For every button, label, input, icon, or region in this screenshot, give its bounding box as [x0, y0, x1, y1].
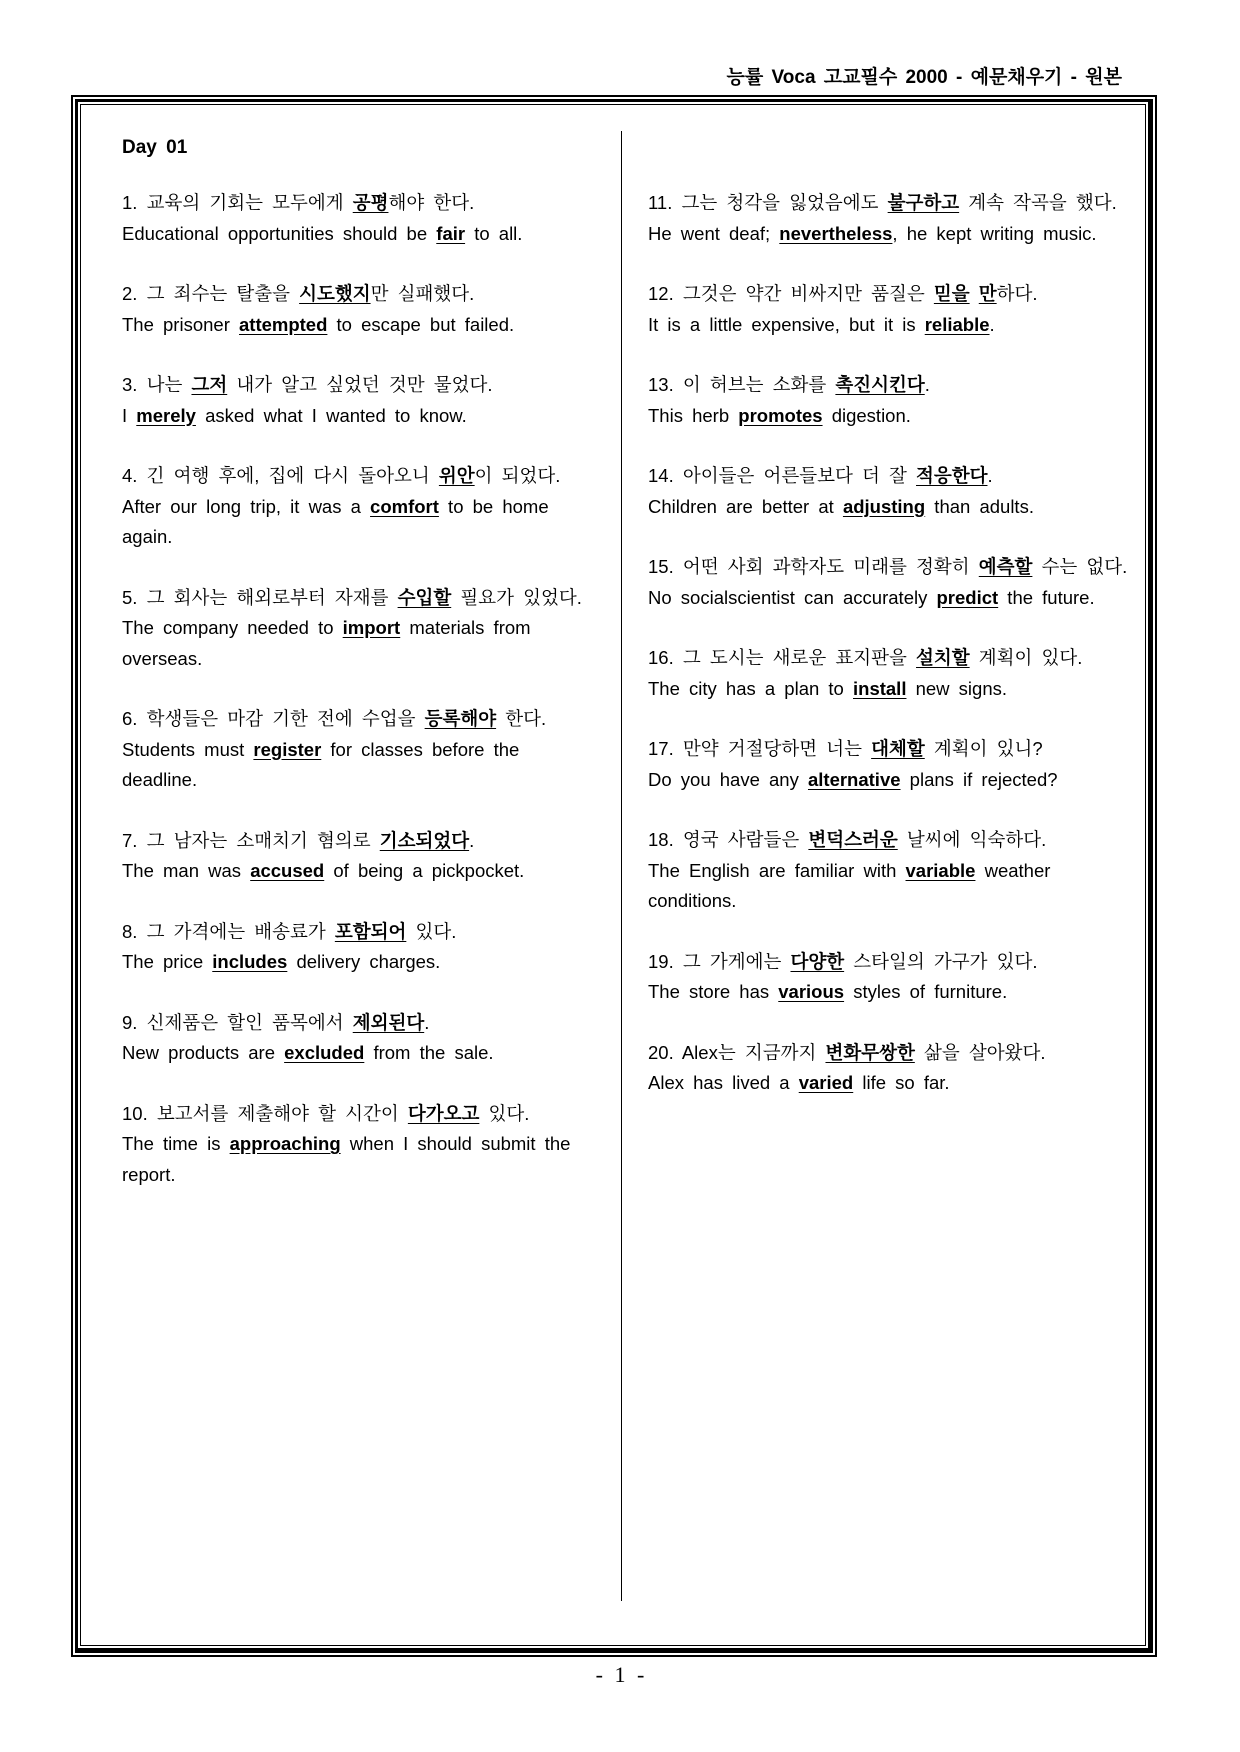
target-word-english: variable: [905, 859, 976, 881]
korean-sentence: [122, 188, 602, 219]
sentence-text: 그 가격에는 배송료가: [146, 920, 335, 942]
sentence-text: , he kept writing music.: [892, 222, 1097, 244]
item-number: 19.: [648, 950, 674, 972]
target-word-korean: 수입할: [397, 586, 452, 608]
english-sentence: [122, 1038, 602, 1069]
target-word-korean: 그저: [191, 374, 228, 395]
korean-sentence: [648, 279, 1138, 310]
item-number: 7.: [122, 829, 138, 851]
right-column: [648, 188, 1138, 1129]
sentence-text: Alex는 지금까지: [681, 1041, 826, 1063]
target-word-korean: 기소되었다: [379, 829, 470, 851]
korean-sentence: [648, 552, 1138, 583]
item-number: 15.: [648, 556, 674, 577]
sentence-text: 있다.: [479, 1102, 530, 1124]
sentence-text: 스타일의 가구가 있다.: [844, 950, 1038, 972]
sentence-text: 그는 청각을 잃었음에도: [681, 192, 888, 213]
sentence-text: .: [924, 374, 930, 395]
sentence-text: plans if rejected?: [900, 768, 1058, 790]
day-label: Day 01: [122, 137, 188, 158]
example-item: [648, 552, 1138, 613]
sentence-text: to be home again.: [122, 495, 549, 547]
english-sentence: [122, 219, 602, 250]
sentence-text: 신제품은 할인 품목에서: [146, 1011, 353, 1033]
target-word-korean: 제외된다: [352, 1011, 425, 1033]
sentence-text: 영국 사람들은: [682, 829, 809, 850]
target-word-korean: 설치할: [916, 647, 970, 668]
korean-sentence: [122, 279, 602, 310]
korean-sentence: [122, 1008, 602, 1039]
example-item: [648, 279, 1138, 340]
korean-sentence: [122, 370, 602, 401]
example-item: [648, 734, 1138, 795]
sentence-text: the future.: [998, 586, 1095, 608]
sentence-text: 내가 알고 싶었던 것만 물었다.: [227, 374, 493, 395]
korean-sentence: [648, 643, 1138, 674]
sentence-text: 계속 작곡을 했다.: [959, 192, 1117, 213]
item-number: 5.: [122, 586, 138, 608]
target-word-english: register: [253, 738, 322, 760]
sentence-text: 계획이 있니?: [924, 738, 1043, 759]
korean-sentence: [122, 1099, 602, 1130]
sentence-text: .: [424, 1011, 430, 1033]
example-item: [122, 370, 602, 431]
sentence-text: 만약 거절당하면 너는: [682, 738, 872, 759]
target-word-korean: 변화무쌍한: [825, 1041, 915, 1063]
english-sentence: [122, 492, 602, 553]
sentence-text: I: [122, 404, 137, 426]
sentence-text: The price: [122, 951, 213, 972]
sentence-text: He went deaf;: [648, 222, 780, 244]
left-column: [122, 188, 602, 1220]
sentence-text: 그 도시는 새로운 표지판을: [682, 647, 917, 668]
sentence-text: 계획이 있다.: [969, 647, 1083, 668]
example-item: [122, 704, 602, 796]
sentence-text: It is a little expensive, but it is: [648, 313, 925, 335]
korean-sentence: [648, 370, 1138, 401]
item-number: 18.: [648, 829, 674, 850]
sentence-text: This herb: [648, 404, 739, 426]
korean-sentence: [648, 1038, 1138, 1069]
target-word-english: reliable: [924, 313, 990, 335]
sentence-text: The man was: [122, 860, 251, 881]
sentence-text: .: [469, 829, 475, 851]
sentence-text: After our long trip, it was a: [122, 495, 371, 517]
target-word-english: import: [342, 617, 401, 638]
target-word-english: alternative: [807, 768, 901, 790]
item-number: 13.: [648, 374, 674, 395]
sentence-text: Alex has lived a: [648, 1072, 799, 1093]
english-sentence: [122, 1129, 602, 1190]
sentence-text: 한다.: [496, 708, 547, 729]
target-word-korean: 불구하고: [887, 192, 960, 213]
english-sentence: [648, 583, 1138, 614]
korean-sentence: [648, 825, 1138, 856]
example-item: [122, 583, 602, 675]
english-sentence: [648, 1068, 1138, 1099]
sentence-text: 이 허브는 소화를: [682, 374, 836, 395]
target-word-korean: 촉진시킨다: [835, 374, 925, 395]
target-word-korean: 대체할: [871, 738, 925, 759]
english-sentence: [122, 947, 602, 978]
item-number: 3.: [122, 374, 138, 395]
target-word-english: adjusting: [842, 495, 926, 517]
english-sentence: [648, 401, 1138, 432]
sentence-text: [970, 283, 979, 304]
sentence-text: 나는: [146, 374, 192, 395]
item-number: 16.: [648, 647, 674, 668]
column-divider: [621, 131, 622, 1601]
target-word-korean: 공평: [352, 192, 389, 213]
target-word-korean: 포함되어: [334, 920, 407, 942]
english-sentence: [122, 401, 602, 432]
sentence-text: The city has a plan to: [648, 677, 853, 699]
example-item: [122, 461, 602, 553]
english-sentence: [648, 856, 1138, 917]
example-item: [122, 1099, 602, 1191]
example-item: [648, 825, 1138, 917]
target-word-korean: 믿을: [933, 283, 970, 304]
item-number: 11.: [648, 192, 673, 213]
item-number: 10.: [122, 1102, 148, 1124]
sentence-text: 만 실패했다.: [370, 283, 475, 304]
sentence-text: delivery charges.: [287, 951, 441, 972]
sentence-text: 있다.: [406, 920, 457, 942]
english-sentence: [122, 856, 602, 887]
sentence-text: to all.: [465, 222, 523, 244]
sentence-text: life so far.: [853, 1072, 950, 1093]
english-sentence: [648, 674, 1138, 705]
english-sentence: [648, 765, 1138, 796]
sentence-text: 수는 없다.: [1032, 556, 1128, 577]
korean-sentence: [648, 947, 1138, 978]
target-word-english: comfort: [370, 495, 439, 517]
target-word-english: attempted: [239, 313, 328, 335]
sentence-text: 아이들은 어른들보다 더 잘: [682, 465, 917, 486]
sentence-text: 이 되었다.: [474, 465, 561, 486]
sentence-text: of being a pickpocket.: [324, 860, 525, 881]
target-word-english: includes: [212, 951, 288, 972]
item-number: 12.: [648, 283, 674, 304]
korean-sentence: [648, 188, 1138, 219]
sentence-text: The store has: [648, 981, 779, 1002]
english-sentence: [648, 492, 1138, 523]
korean-sentence: [122, 583, 602, 614]
english-sentence: [648, 310, 1138, 341]
sentence-text: 그 남자는 소매치기 혐의로: [146, 829, 380, 851]
example-item: [648, 1038, 1138, 1099]
sentence-text: The time is: [122, 1133, 230, 1154]
sentence-text: 교육의 기회는 모두에게: [146, 192, 353, 213]
sentence-text: Do you have any: [648, 768, 808, 790]
target-word-korean: 시도했지: [299, 283, 371, 304]
sentence-text: .: [989, 313, 995, 335]
target-word-english: nevertheless: [779, 222, 893, 244]
target-word-english: install: [853, 677, 907, 699]
target-word-english: excluded: [284, 1042, 365, 1063]
sentence-text: Children are better at: [648, 495, 843, 517]
sentence-text: for classes before the deadline.: [122, 738, 520, 790]
sentence-text: No socialscientist can accurately: [648, 586, 937, 608]
target-word-korean: 적응한다: [916, 465, 988, 486]
sentence-text: New products are: [122, 1042, 285, 1063]
sentence-text: Educational opportunities should be: [122, 222, 437, 244]
example-item: [648, 947, 1138, 1008]
target-word-korean: 변덕스러운: [808, 829, 898, 850]
english-sentence: [648, 219, 1138, 250]
sentence-text: The English are familiar with: [648, 859, 906, 881]
target-word-korean: 위안: [438, 465, 475, 486]
sentence-text: 날씨에 익숙하다.: [897, 829, 1047, 850]
item-number: 1.: [122, 192, 138, 213]
example-item: [122, 188, 602, 249]
korean-sentence: [648, 461, 1138, 492]
target-word-korean: 등록해야: [424, 708, 497, 729]
sentence-text: 필요가 있었다.: [451, 586, 582, 608]
sentence-text: 해야 한다.: [388, 192, 475, 213]
sentence-text: materials from overseas.: [122, 617, 531, 669]
sentence-text: from the sale.: [364, 1042, 494, 1063]
sentence-text: 그 가게에는: [682, 950, 791, 972]
target-word-korean: 만: [978, 283, 997, 304]
korean-sentence: [122, 704, 602, 735]
korean-sentence: [122, 826, 602, 857]
sentence-text: .: [987, 465, 993, 486]
target-word-korean: 다양한: [790, 950, 845, 972]
korean-sentence: [122, 461, 602, 492]
sentence-text: The company needed to: [122, 617, 343, 638]
target-word-english: predict: [936, 586, 999, 608]
sentence-text: 삶을 살아왔다.: [914, 1041, 1046, 1063]
korean-sentence: [122, 917, 602, 948]
item-number: 8.: [122, 920, 138, 942]
item-number: 4.: [122, 465, 138, 486]
english-sentence: [122, 735, 602, 796]
sentence-text: asked what I wanted to know.: [195, 404, 467, 426]
target-word-english: fair: [436, 222, 466, 244]
sentence-text: 그것은 약간 비싸지만 품질은: [682, 283, 934, 304]
sentence-text: 보고서를 제출해야 할 시간이: [156, 1102, 408, 1124]
target-word-korean: 다가오고: [407, 1102, 480, 1124]
item-number: 20.: [648, 1041, 674, 1063]
target-word-english: various: [778, 981, 845, 1002]
sentence-text: weather conditions.: [648, 859, 1051, 911]
example-item: [648, 370, 1138, 431]
sentence-text: 긴 여행 후에, 집에 다시 돌아오니: [146, 465, 439, 486]
target-word-english: promotes: [738, 404, 823, 426]
example-item: [122, 826, 602, 887]
sentence-text: 어떤 사회 과학자도 미래를 정확히: [682, 556, 979, 577]
example-item: [122, 1008, 602, 1069]
page-number: - 1 -: [595, 1662, 645, 1687]
document-header: 능률 Voca 고교필수 2000 - 예문채우기 - 원본: [726, 67, 1122, 88]
sentence-text: 그 죄수는 탈출을: [146, 283, 300, 304]
sentence-text: to escape but failed.: [327, 313, 515, 335]
target-word-english: merely: [136, 404, 196, 426]
example-item: [648, 188, 1138, 249]
sentence-text: Students must: [122, 738, 254, 760]
target-word-english: approaching: [229, 1133, 341, 1154]
korean-sentence: [648, 734, 1138, 765]
english-sentence: [648, 977, 1138, 1008]
english-sentence: [122, 613, 602, 674]
sentence-text: The prisoner: [122, 313, 239, 335]
item-number: 17.: [648, 738, 674, 759]
sentence-text: new signs.: [906, 677, 1008, 699]
page-frame: [71, 95, 1157, 1657]
target-word-english: accused: [250, 860, 325, 881]
example-item: [122, 279, 602, 340]
sentence-text: styles of furniture.: [844, 981, 1008, 1002]
item-number: 14.: [648, 465, 674, 486]
target-word-korean: 예측할: [978, 556, 1033, 577]
example-item: [648, 461, 1138, 522]
item-number: 9.: [122, 1011, 138, 1033]
item-number: 2.: [122, 283, 138, 304]
sentence-text: 하다.: [996, 283, 1038, 304]
sentence-text: digestion.: [822, 404, 911, 426]
sentence-text: than adults.: [925, 495, 1034, 517]
sentence-text: 그 회사는 해외로부터 자재를: [146, 586, 398, 608]
example-item: [122, 917, 602, 978]
sentence-text: 학생들은 마감 기한 전에 수업을: [146, 708, 425, 729]
item-number: 6.: [122, 708, 138, 729]
english-sentence: [122, 310, 602, 341]
example-item: [648, 643, 1138, 704]
target-word-english: varied: [798, 1072, 854, 1093]
sentence-text: when I should submit the report.: [122, 1133, 571, 1185]
